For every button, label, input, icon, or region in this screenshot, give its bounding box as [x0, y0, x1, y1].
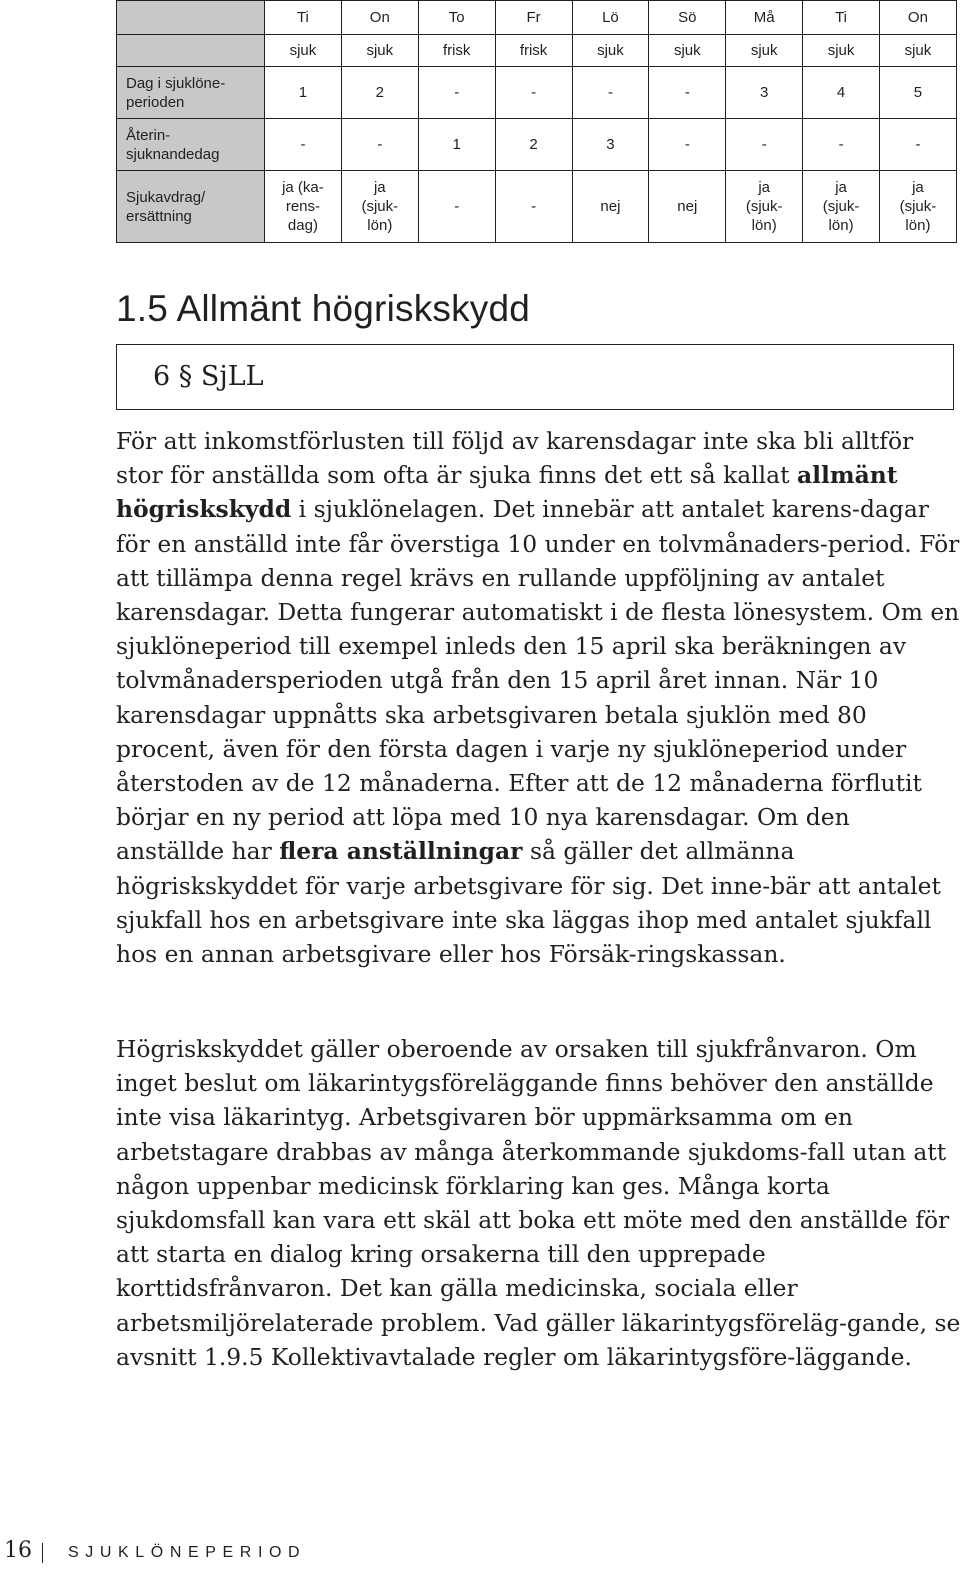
table-cell: 3	[572, 119, 649, 171]
status-cell: sjuk	[341, 35, 418, 67]
table-row-sick-pay-day	[117, 67, 957, 119]
table-cell: 1	[265, 67, 342, 119]
table-cell: -	[341, 119, 418, 171]
table-row-days	[117, 1, 957, 35]
table-row-relapse-day	[117, 119, 957, 171]
table-cell: ja (sjuk- lön)	[880, 171, 957, 243]
bold-term: allmänt högriskskydd	[116, 461, 898, 524]
row-label: Sjukavdrag/ ersättning	[117, 171, 265, 243]
status-cell: sjuk	[880, 35, 957, 67]
table-cell: -	[649, 67, 726, 119]
table-cell: ja (sjuk- lön)	[803, 171, 880, 243]
table-cell: -	[880, 119, 957, 171]
row-label: Dag i sjuklöne- perioden	[117, 67, 265, 119]
status-cell: sjuk	[726, 35, 803, 67]
paragraph-text: För att inkomstförlusten till följd av karensdagar inte ska bli alltför stor för anställda som ofta är sjuka finns det ett så kallat	[116, 427, 914, 490]
table-cell: ja (sjuk- lön)	[726, 171, 803, 243]
day-header: Sö	[649, 1, 726, 35]
day-header: Ti	[265, 1, 342, 35]
day-header: Må	[726, 1, 803, 35]
footer-divider	[42, 1543, 43, 1563]
body-paragraph-2: Högriskskyddet gäller oberoende av orsaken till sjukfrånvaron. Om inget beslut om läkarintygsföreläggande finns behöver den anställde inte visa läkarintyg. Arbetsgivaren bör uppmärksamma om en arbetstagare drabbas av många återkommande sjukdoms-fall utan att någon uppenbar medicinsk förklaring kan ges. Många korta sjukdomsfall kan vara ett skäl att boka ett möte med den anställde för att starta en dialog kring orsakerna till den upprepade korttidsfrånvaron. Det kan gälla medicinska, sociala eller arbetsmiljörelaterade problem. Vad gäller läkarintygsföreläg-gande, se avsnitt 1.9.5 Kollektivavtalade regler om läkarintygsföre-läggande.	[116, 1035, 960, 1371]
running-head: SJUKLÖNEPERIOD	[68, 1544, 307, 1561]
table-row-deduction	[117, 171, 957, 243]
law-reference-box	[116, 344, 954, 410]
table-cell: 1	[418, 119, 495, 171]
day-header: Ti	[803, 1, 880, 35]
paragraph-text: i sjuklönelagen. Det innebär att antalet karens-dagar för en anställd inte får överstiga 10 under en tolvmånaders-period. För att tillämpa denna regel krävs en rullande uppföljning av antalet karensdagar. Detta fungerar automatiskt i de flesta lönesystem. Om en sjuklöneperiod till exempel inleds den 15 april ska beräkningen av tolvmånadersperioden utgå från den 15 april året innan. När 10 karensdagar uppnåtts ska arbetsgivaren betala sjuklön med 80 procent, även för den första dagen i varje ny sjuklöneperiod under återstoden av de 12 månaderna. Efter att de 12 månaderna förflutit börjar en ny period att löpa med 10 nya karensdagar. Om den anställde har	[116, 495, 960, 866]
table-cell: 5	[880, 67, 957, 119]
section-heading: 1.5 Allmänt högriskskydd	[116, 288, 531, 329]
law-reference-text: 6 § SjLL	[153, 361, 264, 392]
day-header: On	[341, 1, 418, 35]
sick-pay-schedule-table	[116, 0, 957, 243]
table-cell: ja (ka- rens- dag)	[265, 171, 342, 243]
status-cell: frisk	[418, 35, 495, 67]
status-cell: frisk	[495, 35, 572, 67]
body-paragraph-1	[116, 424, 960, 971]
page-number: 16	[4, 1538, 32, 1563]
table-cell: 3	[726, 67, 803, 119]
status-cell: sjuk	[265, 35, 342, 67]
table-cell: -	[495, 171, 572, 243]
table-cell: -	[803, 119, 880, 171]
table-cell: 4	[803, 67, 880, 119]
table-cell: 2	[341, 67, 418, 119]
table-cell: -	[726, 119, 803, 171]
table-corner-cell	[117, 1, 265, 35]
table-cell: nej	[649, 171, 726, 243]
day-header: To	[418, 1, 495, 35]
table-row-status	[117, 35, 957, 67]
bold-term: flera anställningar	[279, 837, 523, 866]
status-cell: sjuk	[572, 35, 649, 67]
table-cell: -	[418, 171, 495, 243]
paragraph-text: så gäller det allmänna högriskskyddet för varje arbetsgivare för sig. Det inne-bär att antalet sjukfall hos en arbetsgivare inte ska läggas ihop med antalet sjukfall hos en annan arbetsgivare eller hos Försäk-ringskassan.	[116, 837, 941, 969]
table-cell: -	[418, 67, 495, 119]
table-cell: -	[265, 119, 342, 171]
day-header: Lö	[572, 1, 649, 35]
status-cell: sjuk	[803, 35, 880, 67]
table-cell: -	[572, 67, 649, 119]
table-status-label-cell	[117, 35, 265, 67]
table-cell: nej	[572, 171, 649, 243]
status-cell: sjuk	[649, 35, 726, 67]
day-header: On	[880, 1, 957, 35]
table-cell: 2	[495, 119, 572, 171]
day-header: Fr	[495, 1, 572, 35]
table-cell: -	[495, 67, 572, 119]
row-label: Återin- sjuknandedag	[117, 119, 265, 171]
table-cell: -	[649, 119, 726, 171]
table-cell: ja (sjuk- lön)	[341, 171, 418, 243]
